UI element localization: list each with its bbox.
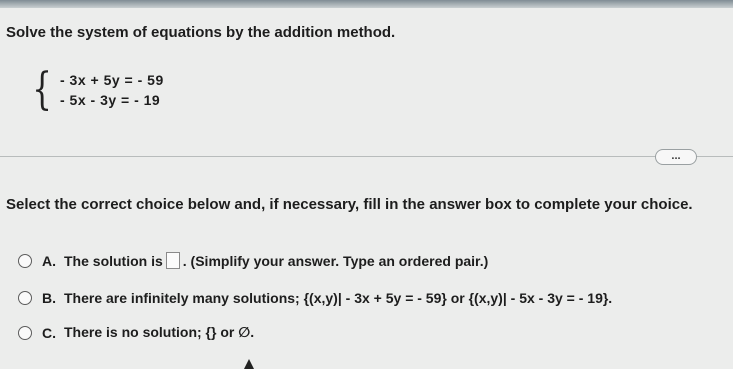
instructions-text: Select the correct choice below and, if necessary, fill in the answer box to complete your choice. xyxy=(6,196,693,213)
equation-2: - 5x - 3y = - 19 xyxy=(60,92,161,108)
choice-c-text: There is no solution; {} or ∅. xyxy=(64,324,255,340)
choice-b-letter: B. xyxy=(42,290,56,306)
choice-a-text-before: The solution is xyxy=(64,252,163,269)
choice-b-text: There are infinitely many solutions; {(x,y)| - 3x + 5y = - 59} or {(x,y)| - 5x - 3y = - 19}. xyxy=(64,290,613,306)
choice-c[interactable] xyxy=(18,324,254,341)
choice-c-letter: C. xyxy=(42,324,56,341)
choice-a[interactable] xyxy=(18,252,488,269)
mouse-cursor-icon xyxy=(244,359,254,369)
equation-list xyxy=(60,72,164,108)
radio-a[interactable] xyxy=(18,254,32,268)
question-text: Solve the system of equations by the addition method. xyxy=(6,24,396,41)
equation-1: - 3x + 5y = - 59 xyxy=(60,72,164,88)
choice-a-text-after: . (Simplify your answer. Type an ordered pair.) xyxy=(182,252,489,269)
brace-symbol: { xyxy=(32,64,52,115)
equation-system xyxy=(28,66,164,114)
choice-b[interactable] xyxy=(18,290,612,306)
section-divider xyxy=(0,156,733,157)
radio-b[interactable] xyxy=(18,291,32,305)
choice-a-letter: A. xyxy=(42,252,56,269)
top-strip xyxy=(0,0,733,8)
radio-c[interactable] xyxy=(18,326,32,340)
more-options-button[interactable]: ... xyxy=(655,149,697,165)
answer-box[interactable] xyxy=(166,252,180,269)
